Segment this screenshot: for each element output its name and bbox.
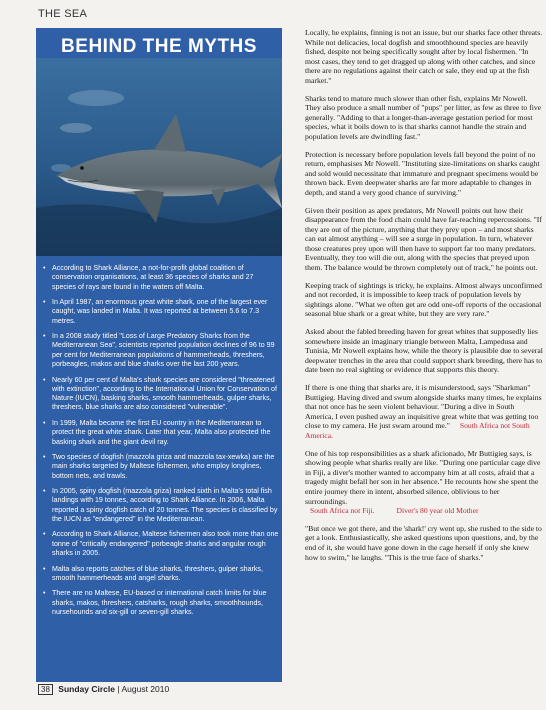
article-paragraph: Keeping track of sightings is tricky, he explains. Almost always unconfirmed and not recorded, it is impossible to keep track of population levels by sightings alone. "What we often get are odd one-off reports of the occasional seasonal blue shark or a great white, but they are very rare." — [305, 280, 542, 319]
article-paragraph: "But once we got there, and the 'shark!' cry went up, she rushed to the side to get a look. Enthusiastically, she asked questions upon questions, and, by the end of it, she would have gone down in the cage herself if only she knew how to swim," he laughs. "This is the true face of sharks." — [305, 523, 542, 562]
page-number: 38 — [38, 684, 53, 695]
fact-item: • Two species of dogfish (mazzola griza and mazzola tax-xewka) are the main sharks targeted by Maltese fishermen, who employ longlines, bottom nets, and trawls. — [43, 453, 279, 481]
article-paragraph: Sharks tend to mature much slower than other fish, explains Mr Nowell. They also produce a small number of "pups" per litter, as few as three to five generally. "Adding to that a longer-than-average gestation period for most species, what it boils down to is that sharks cannot handle the strain and population levels are dwindling fast." — [305, 93, 542, 141]
fact-item: • Nearly 60 per cent of Malta's shark species are considered "threatened with extinction", according to the International Union for Conservation of Nature (IUCN), basking sharks, smooth hammerheads, gulper sharks, threshers, blue sharks are also considered "vulnerable". — [43, 376, 279, 413]
article-paragraph-text: If there is one thing that sharks are, it is misunderstood, says "Sharkman" Buttigieg. Having dived and swum alongside sharks many times, he explains that not once has he seen violent behaviour. "During a dive in South America, I even pushed away an inquisitive great white that was getting too close to my camera. He just swam around me." — [305, 383, 542, 431]
article-paragraph — [305, 449, 543, 516]
article-paragraph: Given their position as apex predators, Mr Nowell points out how their disappearance from the food chain could have far-reaching repercussions. "If they are out of the picture, anything that they prey upon – and most sharks can eat almost anything – will see a surge in population. In turn, whatever those creatures prey upon will then have to support far too many predators. Eventually, they too will die out, along with the species that preyed upon them. The balance would be thrown completely out of track," he points out. — [305, 205, 542, 273]
handwritten-notes-row — [310, 506, 543, 516]
handwritten-correction-note: South Africa not South America. — [305, 421, 530, 440]
fact-item: • In April 1987, an enormous great white shark, one of the largest ever caught, was landed in Malta. It was reported at between 5.6 to 7.3 metres. — [43, 298, 279, 326]
handwritten-correction-note: Diver's 80 year old Mother — [396, 506, 479, 516]
article-paragraph-text: One of his top responsibilities as a shark aficionado, Mr Buttigieg says, is showing people what sharks really are like. "During one particular cage dive in Fiji, a diver's mother wanted to accompany him at all costs, afraid that a tragedy might befall her son in her absence." He recounts how she spent the entire journey there in intent, absorbed silence, oblivious to her surroundings. — [305, 448, 541, 506]
page-footer — [38, 684, 169, 695]
fact-item: • In 2005, spiny dogfish (mazzola griza) ranked sixth in Malta's total fish landings with 19 tonnes, according to Shark Alliance. In 2006, Malta reported a spiny dogfish catch of 20 tonnes. The species is classified by the IUCN as "endangered" in the Mediterranean. — [43, 487, 279, 524]
article-paragraph: Asked about the fabled breeding haven for great whites that supposedly lies somewhere inside an imaginary triangle between Malta, Lampedusa and Tunisia, Mr Nowell explains how, while the theory is plausible due to several deepwater trenches in the area that could support shark breeding, there has to date been no real sighting or evidence that supports this theory. — [305, 327, 543, 375]
shark-photo — [36, 58, 282, 256]
article-paragraph: Protection is necessary before population levels fall beyond the point of no return, emphasises Mr Nowell. "Instituting size-limitations on sharks caught and sold would necessitate that immature and pregnant specimens would be thrown back. Even deepwater sharks are far more adaptable to changes in depth, and stand a very good chance of surviving." — [305, 149, 540, 197]
article-body — [305, 28, 543, 570]
fact-item: • According to Shark Alliance, a not-for-profit global coalition of conservation organisations, at least 36 species of sharks and 27 species of rays are found in the waters off Malta. — [43, 264, 279, 292]
article-paragraph — [305, 383, 543, 441]
handwritten-correction-note: South Africa not Fiji. — [310, 506, 375, 516]
section-label: THE SEA — [38, 8, 88, 20]
fact-item: • Malta also reports catches of blue sharks, threshers, gulper sharks, smooth hammerheads and angel sharks. — [43, 565, 279, 584]
publication-name: Sunday Circle — [58, 684, 115, 694]
footer-separator: | — [117, 684, 120, 694]
panel-title: BEHIND THE MYTHS — [61, 36, 257, 57]
behind-the-myths-panel — [36, 28, 282, 682]
fact-item: • There are no Maltese, EU-based or international catch limits for blue sharks, makos, threshers, catsharks, rough sharks, smoothhounds, nursehounds and six-gill or seven-gill sharks. — [43, 589, 279, 617]
fact-item: • According to Shark Alliance, Maltese fishermen also took more than one tonne of "critically endangered" porbeagle sharks and angular rough sharks in 2005. — [43, 530, 279, 558]
fact-item: • In a 2008 study titled "Loss of Large Predatory Sharks from the Mediterranean Sea", scientists reported population declines of 96 to 99 per cent for Mediterranean populations of hammerheads, threshers, porbeagles, makos and blue sharks over the last 200 years. — [43, 332, 279, 369]
article-paragraph: Locally, he explains, finning is not an issue, but our sharks face other threats. While not delicacies, local dogfish and smoothhound species are heavily fished, despite not being specifically sought after by local fishermen. "In most cases, they tend to get dragged up along with other catches, and since there are no regulations against their catch or sale, they end up at the fish market." — [305, 28, 543, 85]
facts-list — [43, 264, 279, 623]
fact-item: • In 1999, Malta became the first EU country in the Mediterranean to protect the great white shark. Later that year, Malta also protected the basking shark and the giant devil ray. — [43, 419, 279, 447]
issue-date: August 2010 — [121, 684, 170, 694]
